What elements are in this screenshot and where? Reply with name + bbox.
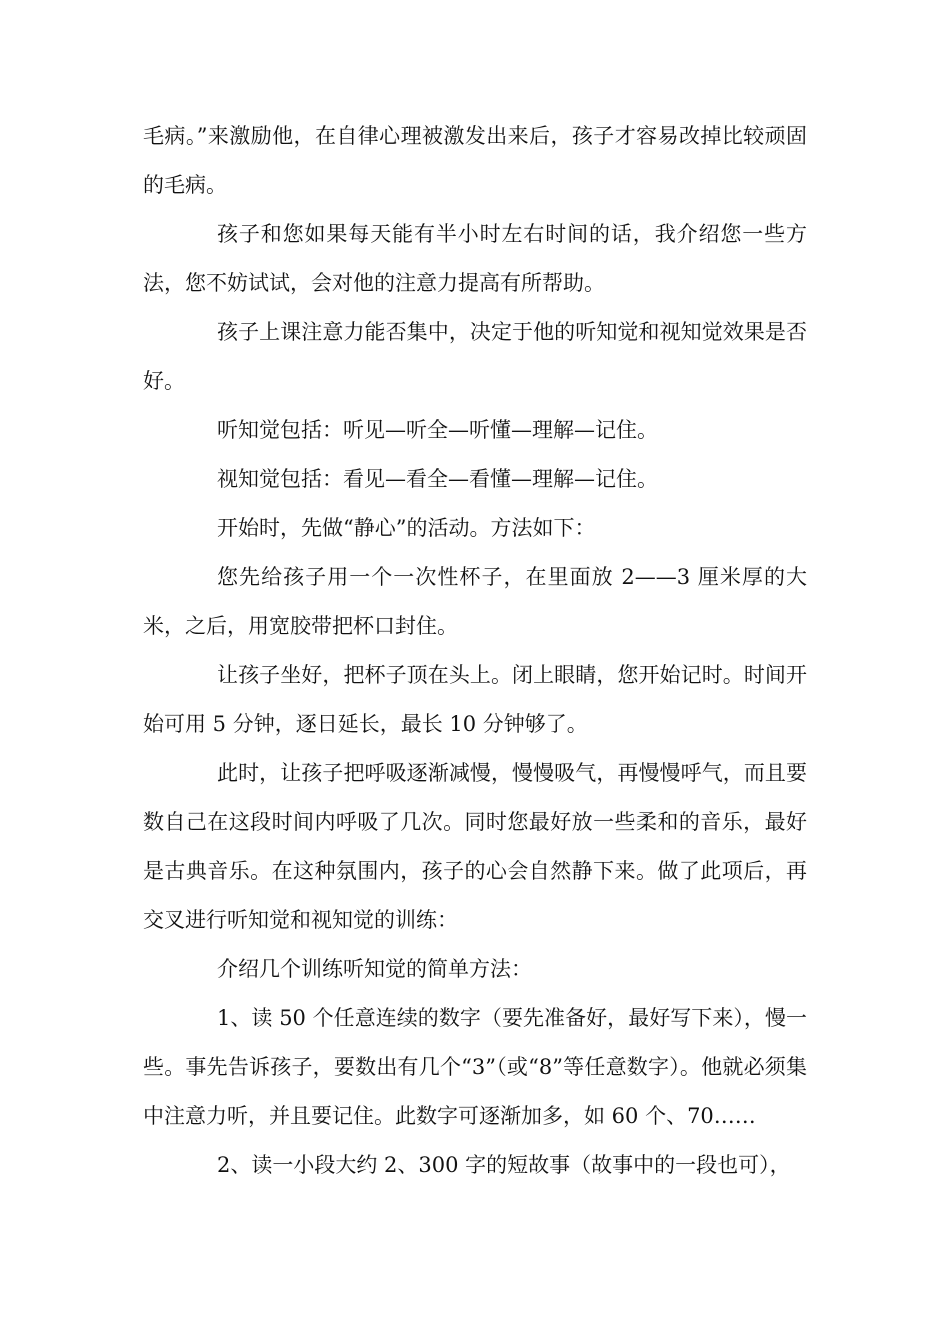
paragraph: 开始时，先做“静心”的活动。方法如下： (217, 516, 596, 540)
paragraph: 孩子上课注意力能否集中，决定于他的听知觉和视知觉效果是否好。 (143, 320, 807, 393)
paragraph: 视知觉包括：看见—看全—看懂—理解—记住。 (217, 467, 658, 491)
paragraph: 让孩子坐好，把杯子顶在头上。闭上眼睛，您开始记时。时间开始可用 5 分钟，逐日延长，最长 10 分钟够了。 (143, 663, 807, 736)
paragraph: 毛病。”来激励他，在自律心理被激发出来后，孩子才容易改掉比较顽固的毛病。 (143, 124, 807, 197)
paragraph: 2、读一小段大约 2、300 字的短故事（故事中的一段也可）， (217, 1153, 791, 1177)
paragraph: 此时，让孩子把呼吸逐渐减慢，慢慢吸气，再慢慢呼气，而且要数自己在这段时间内呼吸了几次。同时您最好放一些柔和的音乐，最好是古典音乐。在这种氛围内，孩子的心会自然静下来。做了此项后，再交叉进行听知觉和视知觉的训练： (143, 761, 807, 932)
paragraph: 1、读 50 个任意连续的数字（要先准备好，最好写下来），慢一些。事先告诉孩子，要数出有几个“3”（或“8”等任意数字）。他就必须集中注意力听，并且要记住。此数字可逐渐加多，如 60 个、70…… (143, 1006, 807, 1128)
document-page (143, 112, 807, 1190)
paragraph: 您先给孩子用一个一次性杯子，在里面放 2——3 厘米厚的大米，之后，用宽胶带把杯口封住。 (143, 565, 807, 638)
paragraph: 听知觉包括：听见—听全—听懂—理解—记住。 (217, 418, 658, 442)
paragraph: 孩子和您如果每天能有半小时左右时间的话，我介绍您一些方法，您不妨试试，会对他的注意力提高有所帮助。 (143, 222, 807, 295)
paragraph: 介绍几个训练听知觉的简单方法： (217, 957, 532, 981)
